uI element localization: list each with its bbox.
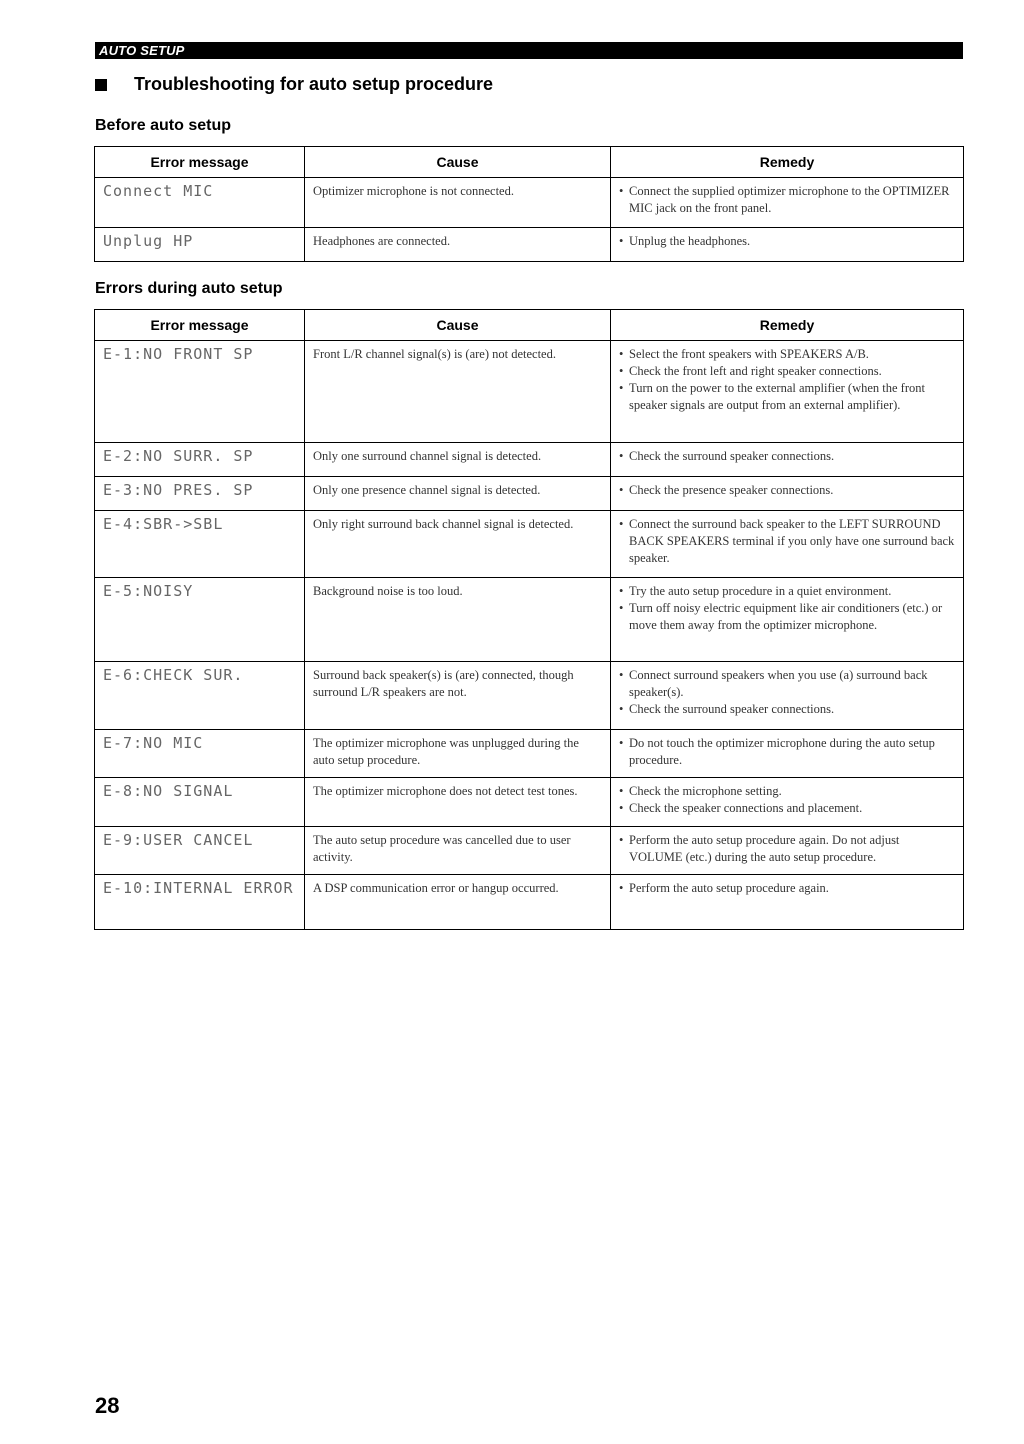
- remedy-cell: [611, 228, 964, 262]
- remedy-item: • Connect the surround back speaker to the LEFT SURROUND BACK SPEAKERS terminal if you only have one surround back speaker.: [619, 516, 955, 567]
- column-header-error-message: Error message: [95, 147, 305, 178]
- error-message-cell: E-8:NO SIGNAL: [95, 778, 305, 827]
- errors-during-auto-setup-table: [94, 309, 964, 930]
- error-message-cell: Connect MIC: [95, 178, 305, 228]
- remedy-item: • Perform the auto setup procedure again.: [619, 880, 955, 897]
- error-message-cell: E-7:NO MIC: [95, 730, 305, 778]
- errors-during-auto-setup-title: Errors during auto setup: [95, 280, 283, 297]
- error-message-cell: E-9:USER CANCEL: [95, 827, 305, 875]
- error-message-cell: E-6:CHECK SUR.: [95, 662, 305, 730]
- remedy-item: • Connect surround speakers when you use (a) surround back speaker(s).: [619, 667, 955, 701]
- remedy-item: • Select the front speakers with SPEAKERS A/B.: [619, 346, 955, 363]
- cause-cell: Optimizer microphone is not connected.: [305, 178, 611, 228]
- table-row: [95, 730, 964, 778]
- cause-cell: Only right surround back channel signal is detected.: [305, 511, 611, 578]
- error-message-cell: E-5:NOISY: [95, 578, 305, 662]
- error-message-cell: E-4:SBR->SBL: [95, 511, 305, 578]
- table-row: [95, 875, 964, 930]
- remedy-item: • Connect the supplied optimizer microphone to the OPTIMIZER MIC jack on the front panel.: [619, 183, 955, 217]
- error-message-cell: E-3:NO PRES. SP: [95, 477, 305, 511]
- remedy-item: • Check the speaker connections and placement.: [619, 800, 955, 817]
- before-auto-setup-table: [94, 146, 964, 262]
- remedy-cell: [611, 578, 964, 662]
- column-header-cause: Cause: [305, 147, 611, 178]
- table-row: [95, 662, 964, 730]
- cause-cell: The optimizer microphone was unplugged during the auto setup procedure.: [305, 730, 611, 778]
- remedy-item: • Try the auto setup procedure in a quiet environment.: [619, 583, 955, 600]
- remedy-cell: [611, 511, 964, 578]
- cause-cell: Front L/R channel signal(s) is (are) not detected.: [305, 341, 611, 443]
- remedy-item: • Check the microphone setting.: [619, 783, 955, 800]
- column-header-remedy: Remedy: [611, 310, 964, 341]
- header-bar: [95, 42, 963, 59]
- error-message-cell: E-10:INTERNAL ERROR: [95, 875, 305, 930]
- remedy-item: • Check the surround speaker connections.: [619, 701, 955, 718]
- column-header-cause: Cause: [305, 310, 611, 341]
- remedy-cell: [611, 875, 964, 930]
- table-row: [95, 778, 964, 827]
- error-message-cell: E-2:NO SURR. SP: [95, 443, 305, 477]
- cause-cell: Headphones are connected.: [305, 228, 611, 262]
- error-message-cell: E-1:NO FRONT SP: [95, 341, 305, 443]
- table-row: [95, 578, 964, 662]
- table-row: [95, 228, 964, 262]
- table-header-row: [95, 147, 964, 178]
- remedy-cell: [611, 477, 964, 511]
- cause-cell: Only one surround channel signal is detected.: [305, 443, 611, 477]
- remedy-cell: [611, 778, 964, 827]
- header-tab-label: AUTO SETUP: [99, 43, 185, 58]
- table-row: [95, 511, 964, 578]
- remedy-item: • Unplug the headphones.: [619, 233, 955, 250]
- remedy-item: • Turn off noisy electric equipment like air conditioners (etc.) or move them away from the optimizer microphone.: [619, 600, 955, 634]
- square-bullet-icon: [95, 79, 107, 91]
- table-row: [95, 477, 964, 511]
- page-number: 28: [95, 1393, 120, 1418]
- remedy-item: • Perform the auto setup procedure again. Do not adjust VOLUME (etc.) during the auto setup procedure.: [619, 832, 955, 866]
- remedy-cell: [611, 730, 964, 778]
- remedy-cell: [611, 662, 964, 730]
- remedy-item: • Check the presence speaker connections.: [619, 482, 955, 499]
- remedy-cell: [611, 178, 964, 228]
- remedy-cell: [611, 341, 964, 443]
- section-title: [95, 74, 493, 95]
- section-title-text: Troubleshooting for auto setup procedure: [134, 74, 494, 94]
- remedy-item: • Check the front left and right speaker connections.: [619, 363, 955, 380]
- remedy-cell: [611, 443, 964, 477]
- cause-cell: Background noise is too loud.: [305, 578, 611, 662]
- cause-cell: A DSP communication error or hangup occurred.: [305, 875, 611, 930]
- cause-cell: The auto setup procedure was cancelled due to user activity.: [305, 827, 611, 875]
- error-message-cell: Unplug HP: [95, 228, 305, 262]
- remedy-item: • Turn on the power to the external amplifier (when the front speaker signals are output from an external amplifier).: [619, 380, 955, 414]
- cause-cell: Only one presence channel signal is detected.: [305, 477, 611, 511]
- table-header-row: [95, 310, 964, 341]
- table-row: [95, 178, 964, 228]
- column-header-remedy: Remedy: [611, 147, 964, 178]
- before-auto-setup-title: Before auto setup: [95, 117, 232, 134]
- column-header-error-message: Error message: [95, 310, 305, 341]
- table-row: [95, 443, 964, 477]
- remedy-item: • Check the surround speaker connections.: [619, 448, 955, 465]
- table-row: [95, 341, 964, 443]
- table-row: [95, 827, 964, 875]
- remedy-cell: [611, 827, 964, 875]
- remedy-item: • Do not touch the optimizer microphone during the auto setup procedure.: [619, 735, 955, 769]
- cause-cell: Surround back speaker(s) is (are) connected, though surround L/R speakers are not.: [305, 662, 611, 730]
- cause-cell: The optimizer microphone does not detect test tones.: [305, 778, 611, 827]
